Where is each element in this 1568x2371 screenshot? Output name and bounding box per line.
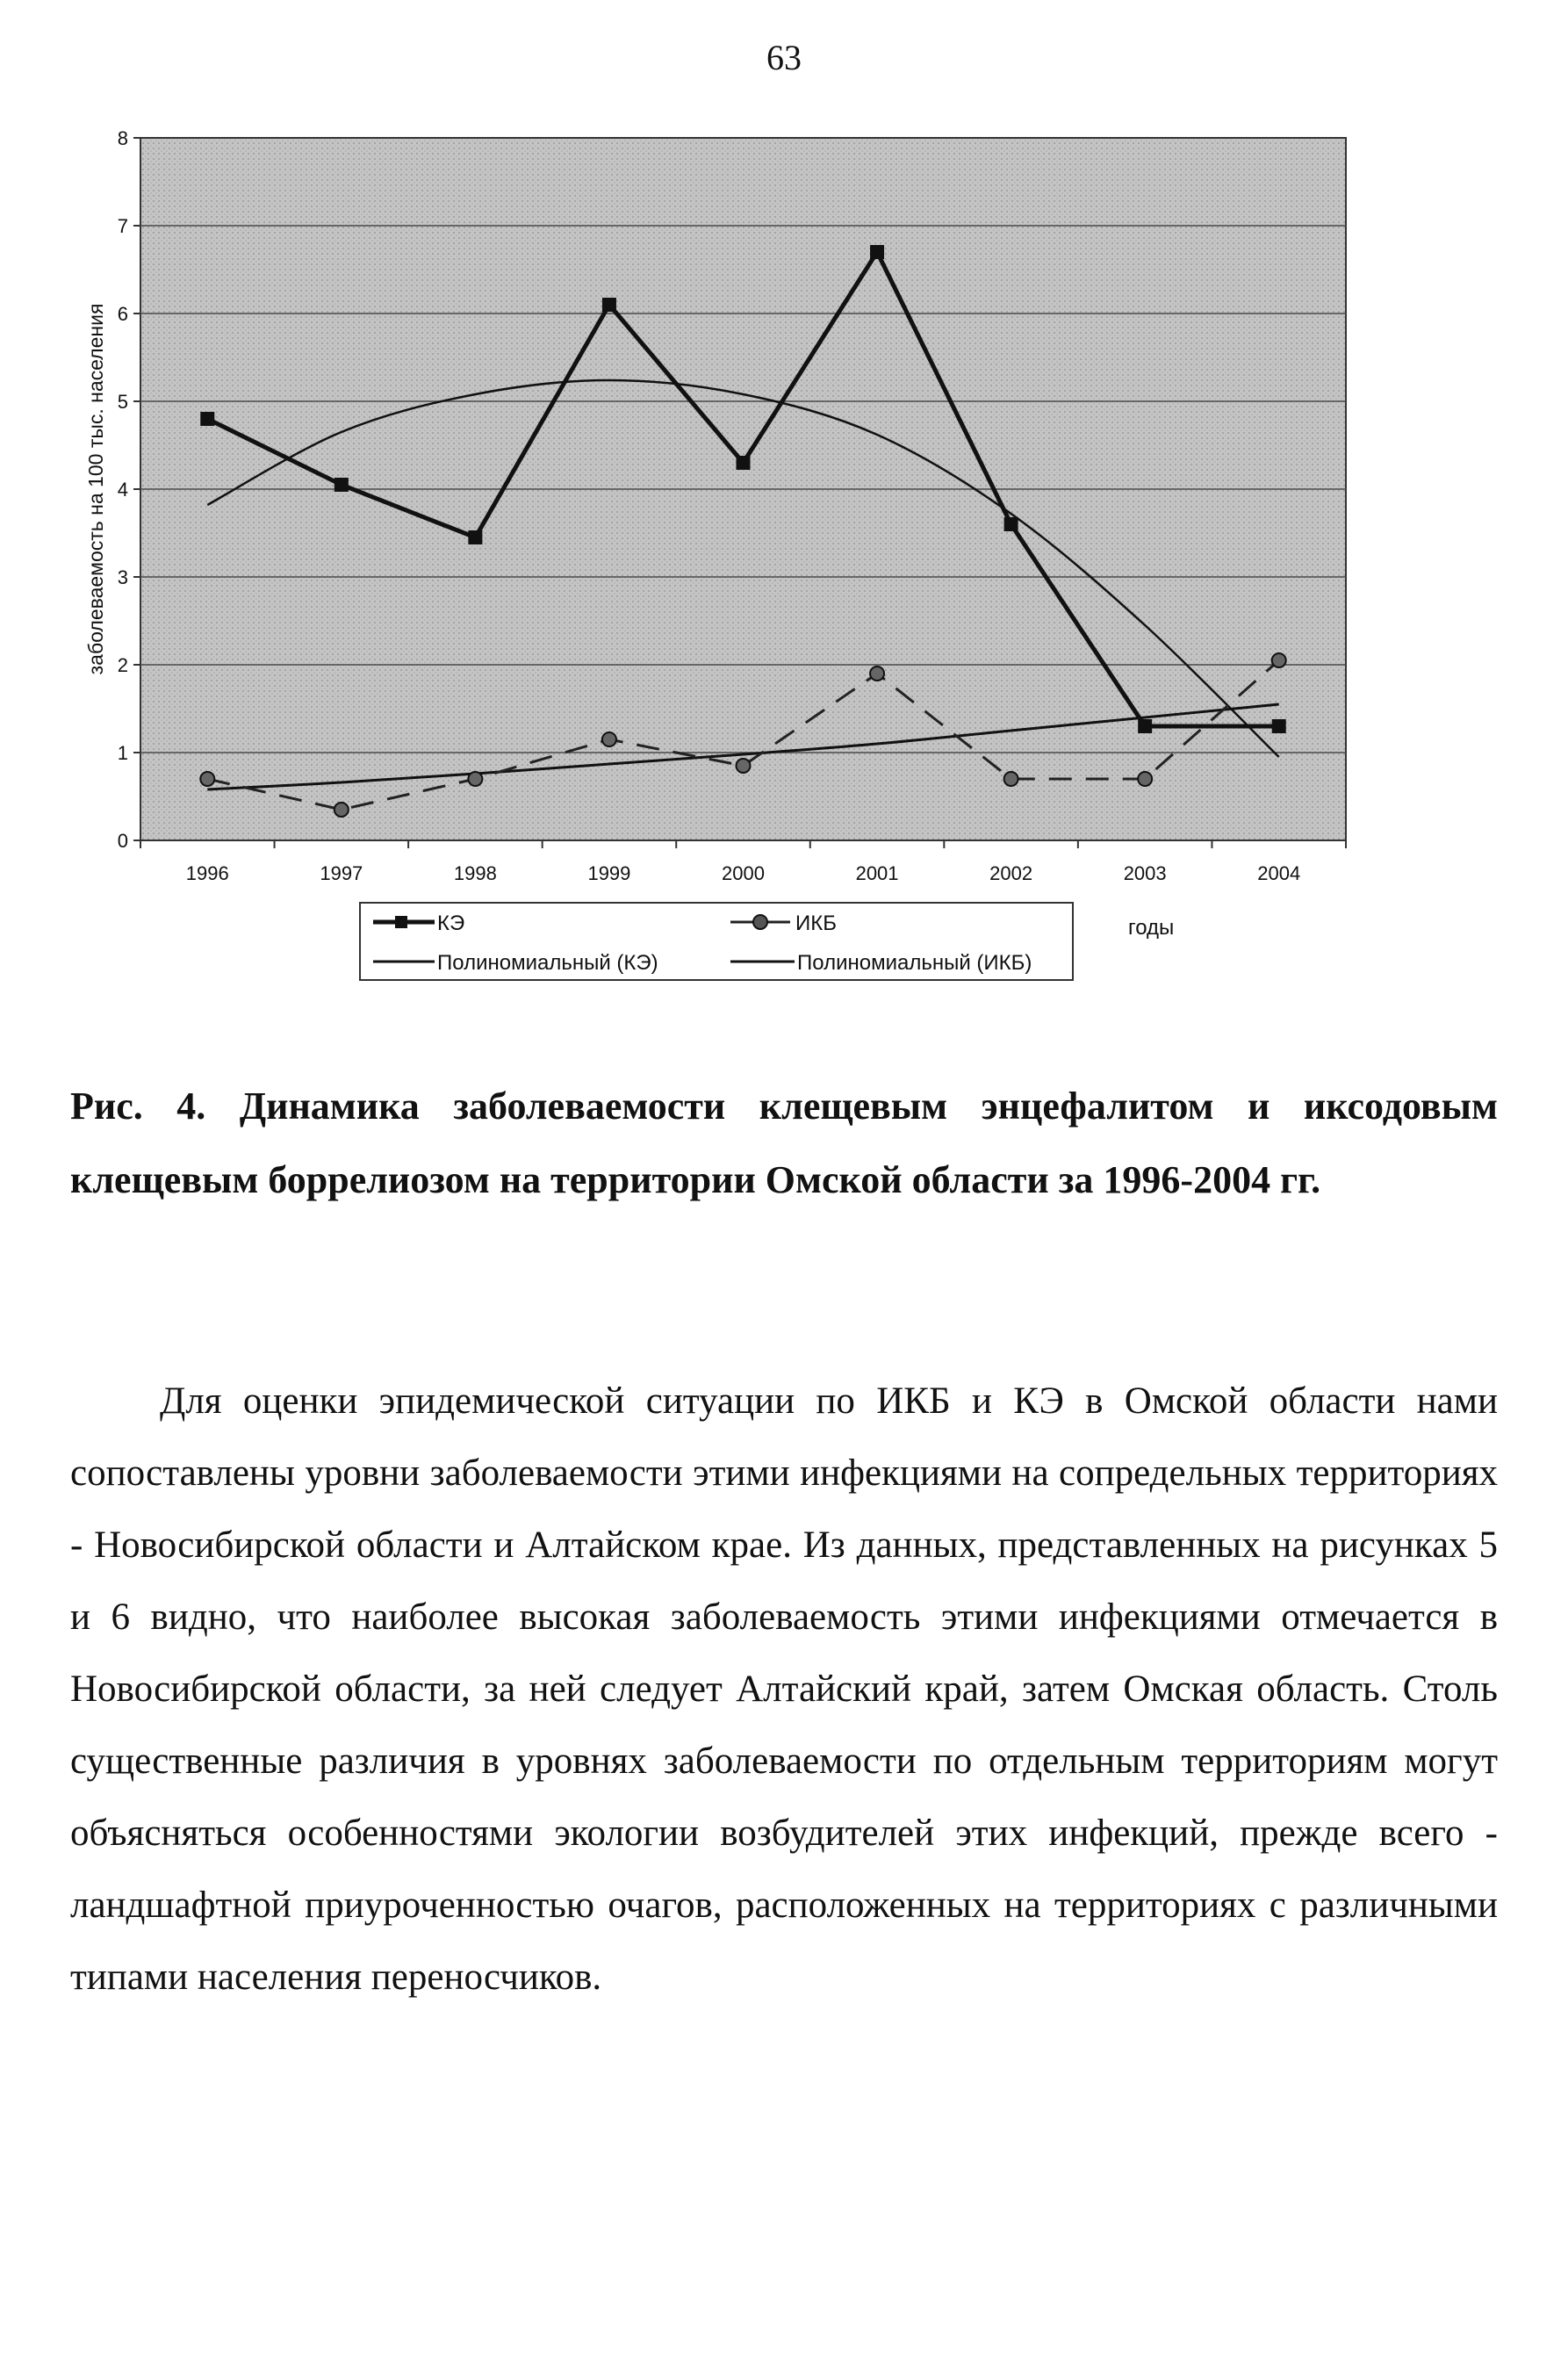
body-paragraph: Для оценки эпидемической ситуации по ИКБ и КЭ в Омской области нами сопоставлены уровни заболеваемости этими инфекциями на сопредельных территориях - Новосибирской области и Алтайском крае. Из данных, представленных на рисунках 5 и 6 видно, что наиболее высокая заболеваемость этими инфекциями отмечается в Новосибирской области, за ней следует Алтайский край, затем Омская область. Столь существенные различия в уровнях заболеваемости по отдельным территориям могут объясняться особенностями экологии возбудителей этих инфекций, прежде всего - ландшафтной приуроченностью очагов, расположенных на территориях с различными типами населения переносчиков. bbox=[70, 1380, 1498, 1998]
point-ikb bbox=[200, 772, 214, 786]
x-tick-label: 1996 bbox=[185, 862, 229, 884]
x-tick-label: 1997 bbox=[320, 862, 363, 884]
legend-label-poly-ikb: Полиномиальный (ИКБ) bbox=[797, 951, 1032, 975]
point-ikb bbox=[737, 759, 751, 773]
y-tick-label: 7 bbox=[117, 215, 128, 237]
legend-label-ikb: ИКБ bbox=[795, 912, 837, 935]
x-axis-ticks bbox=[140, 840, 1346, 884]
point-ke bbox=[334, 478, 349, 492]
point-ikb bbox=[334, 803, 349, 817]
point-ke bbox=[737, 456, 751, 470]
y-tick-label: 4 bbox=[117, 479, 128, 501]
figure-caption: Рис. 4. Динамика заболеваемости клещевым энцефалитом и иксодовым клещевым боррелиозом на территории Омской области за 1996-2004 гг. bbox=[70, 1085, 1498, 1201]
x-tick-label: 2001 bbox=[855, 862, 899, 884]
y-tick-label: 8 bbox=[117, 127, 128, 149]
point-ke bbox=[1272, 719, 1286, 733]
point-ikb bbox=[1004, 772, 1018, 786]
x-tick-label: 2003 bbox=[1123, 862, 1167, 884]
y-tick-label: 2 bbox=[117, 654, 128, 676]
point-ikb bbox=[870, 667, 884, 681]
point-ikb bbox=[468, 772, 482, 786]
x-tick-label: 2004 bbox=[1257, 862, 1301, 884]
point-ke bbox=[1004, 517, 1018, 531]
y-tick-label: 0 bbox=[117, 830, 128, 852]
y-tick-label: 1 bbox=[117, 742, 128, 764]
legend-label-ke: КЭ bbox=[437, 912, 465, 935]
point-ke bbox=[870, 245, 884, 259]
y-tick-label: 5 bbox=[117, 391, 128, 413]
y-axis-label: заболеваемость на 100 тыс. населения bbox=[84, 303, 107, 675]
body-paragraph-block bbox=[70, 1366, 1498, 2014]
y-axis-ticks bbox=[118, 127, 140, 852]
x-tick-label: 1998 bbox=[453, 862, 497, 884]
x-tick-label: 2000 bbox=[722, 862, 765, 884]
legend-label-poly-ke: Полиномиальный (КЭ) bbox=[437, 951, 658, 975]
point-ke bbox=[200, 412, 214, 426]
point-ikb bbox=[1272, 653, 1286, 667]
point-ke bbox=[1138, 719, 1152, 733]
legend bbox=[360, 903, 1073, 980]
y-tick-label: 3 bbox=[117, 566, 128, 588]
page-number: 63 bbox=[766, 38, 802, 77]
y-tick-label: 6 bbox=[117, 303, 128, 325]
point-ke bbox=[468, 530, 482, 544]
point-ke bbox=[602, 298, 616, 312]
incidence-line-chart bbox=[0, 0, 1568, 1019]
point-ikb bbox=[1138, 772, 1152, 786]
x-axis-label: годы bbox=[1128, 916, 1175, 940]
point-ikb bbox=[602, 732, 616, 746]
x-tick-label: 2002 bbox=[989, 862, 1033, 884]
x-tick-label: 1999 bbox=[587, 862, 631, 884]
